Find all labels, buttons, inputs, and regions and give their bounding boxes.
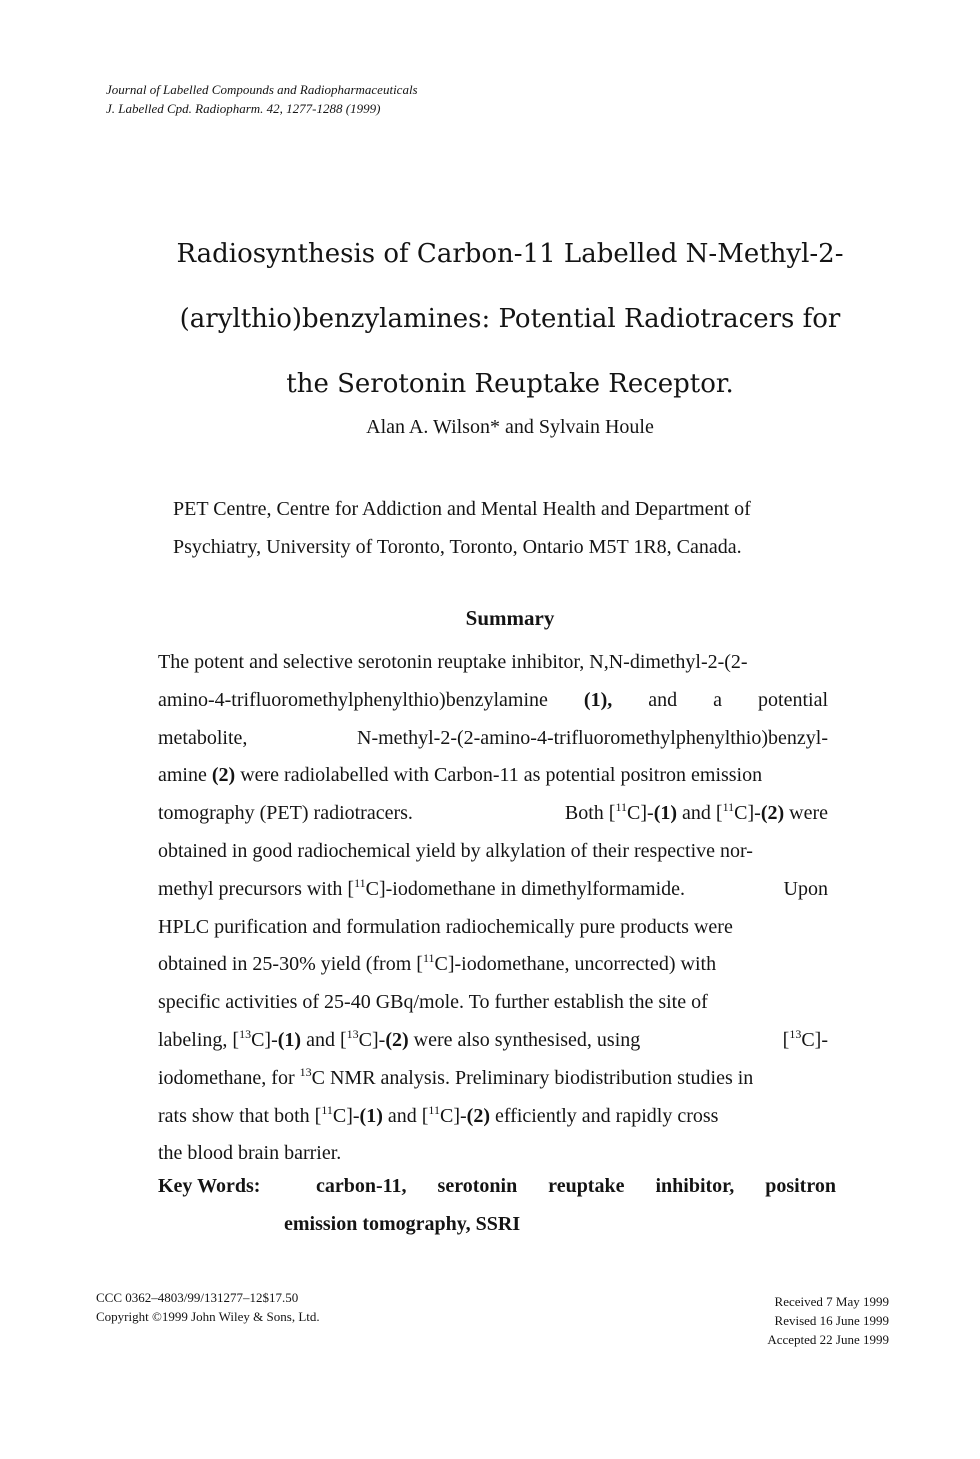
abstract-text: Both [$^{11}$C]-(1) and [$^{11}$C]-(2) were (564, 800, 828, 825)
abstract-line (158, 757, 828, 795)
abstract-line (158, 1098, 828, 1136)
abstract-text: amine (2) were radiolabelled with Carbon-11 as potential positron emission (158, 764, 763, 787)
keyword: positron (765, 1175, 836, 1197)
keywords (158, 1167, 836, 1235)
abstract-text: tomography (PET) radiotracers. (158, 802, 413, 825)
title-line: the Serotonin Reuptake Receptor. (286, 369, 734, 399)
received-date: Received 7 May 1999 (774, 1294, 889, 1309)
abstract-line (158, 1022, 828, 1060)
abstract-word: and (648, 688, 678, 711)
abstract-text: the blood brain barrier. (158, 1142, 342, 1165)
compound-ref: (1), (583, 688, 613, 711)
affiliation-line: Psychiatry, University of Toronto, Toronto, Ontario M5T 1R8, Canada. (173, 536, 742, 558)
abstract-text: rats show that both [$^{11}$C]-(1) and [$^{11}$C]-(2) efficiently and rapidly cross (158, 1102, 719, 1127)
journal-name: Journal of Labelled Compounds and Radiopharmaceuticals (106, 82, 418, 97)
abstract-text: labeling, [$^{13}$C]-(1) and [$^{13}$C]-(2) were also synthesised, using (158, 1026, 641, 1051)
abstract-text: HPLC purification and formulation radiochemically pure products were (158, 915, 733, 938)
abstract-word: a (713, 688, 723, 711)
keyword: serotonin (437, 1175, 518, 1197)
abstract-text: iodomethane, for $^{13}$C NMR analysis. Preliminary biodistribution studies in (158, 1064, 754, 1089)
abstract-line (158, 682, 828, 720)
abstract-body (158, 644, 828, 1173)
abstract-word: metabolite, (158, 726, 248, 749)
summary-heading: Summary (465, 606, 555, 630)
abstract-text: obtained in good radiochemical yield by alkylation of their respective nor- (158, 839, 753, 862)
keyword: carbon-11, (316, 1175, 407, 1197)
abstract-line (158, 644, 828, 682)
abstract-word: amino-4-trifluoromethylphenylthio)benzylamine (158, 688, 548, 711)
keywords-terms (316, 1167, 836, 1205)
journal-citation: J. Labelled Cpd. Radiopharm. 42, 1277-1288 (1999) (106, 101, 381, 116)
keyword: reuptake (548, 1175, 625, 1197)
abstract-text: obtained in 25-30% yield (from [$^{11}$C]-iodomethane, uncorrected) with (158, 951, 717, 976)
ccc-code: CCC 0362–4803/99/131277–12$17.50 (96, 1290, 299, 1305)
abstract-line (158, 833, 828, 871)
title-line: (arylthio)benzylamines: Potential Radiotracers for (179, 304, 841, 334)
abstract-text: [$^{13}$C]- (782, 1026, 828, 1051)
abstract-text: methyl precursors with [$^{11}$C]-iodomethane in dimethylformamide. (158, 875, 686, 900)
affiliation-line: PET Centre, Centre for Addiction and Mental Health and Department of (173, 498, 751, 520)
authors: Alan A. Wilson* and Sylvain Houle (366, 416, 654, 438)
abstract-line (158, 946, 828, 984)
abstract-line (158, 720, 828, 758)
abstract-word: potential (758, 688, 828, 711)
abstract-line (158, 871, 828, 909)
keyword: inhibitor, (655, 1175, 735, 1197)
title-line: Radiosynthesis of Carbon-11 Labelled N-Methyl-2- (176, 239, 844, 269)
abstract-line (158, 909, 828, 947)
abstract-text: specific activities of 25-40 GBq/mole. To further establish the site of (158, 991, 708, 1014)
abstract-line (158, 795, 828, 833)
footer-copyright (96, 1288, 320, 1326)
copyright-notice: Copyright ©1999 John Wiley & Sons, Ltd. (96, 1309, 320, 1324)
keywords-label: Key Words: (158, 1175, 261, 1197)
abstract-line (158, 1060, 828, 1098)
revised-date: Revised 16 June 1999 (774, 1313, 889, 1328)
abstract-text: The potent and selective serotonin reuptake inhibitor, N,N-dimethyl-2-(2- (158, 651, 748, 673)
paper-title (120, 222, 900, 417)
journal-header (106, 80, 418, 118)
abstract-line (158, 984, 828, 1022)
accepted-date: Accepted 22 June 1999 (767, 1332, 889, 1347)
abstract-word: Upon (783, 877, 828, 900)
footer-dates (767, 1292, 889, 1349)
abstract-word: N-methyl-2-(2-amino-4-trifluoromethylphenylthio)benzyl- (357, 726, 828, 749)
affiliation (173, 490, 751, 566)
keywords-continuation: emission tomography, SSRI (284, 1213, 521, 1235)
